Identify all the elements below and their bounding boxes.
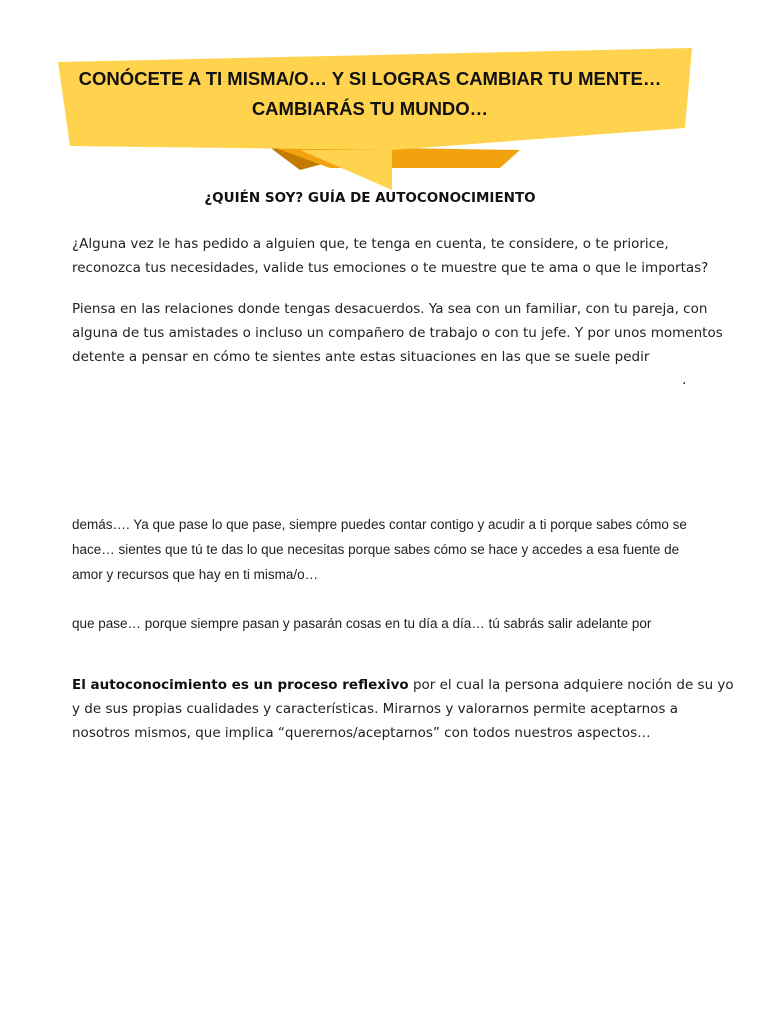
paragraph-2-line-1: Piensa en las relaciones donde tengas desacuerdos. Ya sea con un familiar, con tu pareja, con bbox=[72, 301, 708, 317]
paragraph-1-line-2: reconozca tus necesidades, valide tus emociones o te muestre que te ama o que le importas? bbox=[72, 260, 709, 276]
paragraph-3 bbox=[72, 512, 712, 587]
paragraph-1-line-1: ¿Alguna vez le has pedido a alguien que, te tenga en cuenta, te considere, o te priorice, bbox=[72, 236, 669, 252]
paragraph-5-line-2: y de sus propias cualidades y características. Mirarnos y valorarnos permite aceptarnos a bbox=[72, 701, 679, 717]
paragraph-3-line-2: hace… sientes que tú te das lo que necesitas porque sabes cómo se hace y accedes a esa fuente de bbox=[72, 542, 680, 557]
paragraph-5-line-3: nosotros mismos, que implica “querernos/aceptarnos” con todos nuestros aspectos… bbox=[72, 725, 651, 741]
paragraph-2-line-3: detente a pensar en cómo te sientes ante estas situaciones en las que se suele pedir bbox=[72, 349, 650, 365]
paragraph-4-line-1: que pase… porque siempre pasan y pasarán cosas en tu día a día… tú sabrás salir adelante por bbox=[72, 616, 652, 631]
paragraph-2 bbox=[72, 297, 723, 369]
paragraph-5-line-1 bbox=[72, 673, 734, 697]
paragraph-1 bbox=[72, 232, 712, 280]
paragraph-3-line-3: amor y recursos que hay en ti misma/o… bbox=[72, 567, 319, 582]
paragraph-5-bold-phrase: El autoconocimiento es un proceso reflexivo bbox=[72, 677, 409, 693]
banner-title-line-1: CONÓCETE A TI MISMA/O… Y SI LOGRAS CAMBIAR TU MENTE… bbox=[78, 68, 662, 89]
paragraph-2-line-2: alguna de tus amistades o incluso un compañero de trabajo o con tu jefe. Y por unos momentos bbox=[72, 325, 723, 341]
paragraph-5-line-1-rest: por el cual la persona adquiere noción de su yo bbox=[408, 677, 734, 693]
paragraph-4 bbox=[72, 612, 712, 636]
stray-dot: . bbox=[682, 372, 687, 388]
banner-title bbox=[60, 64, 680, 124]
document-heading: ¿QUIÉN SOY? GUÍA DE AUTOCONOCIMIENTO bbox=[204, 190, 536, 206]
paragraph-3-line-1: demás…. Ya que pase lo que pase, siempre puedes contar contigo y acudir a ti porque sabes cómo se bbox=[72, 517, 687, 532]
banner-title-line-2: CAMBIARÁS TU MUNDO… bbox=[251, 98, 489, 119]
paragraph-5 bbox=[72, 673, 734, 745]
